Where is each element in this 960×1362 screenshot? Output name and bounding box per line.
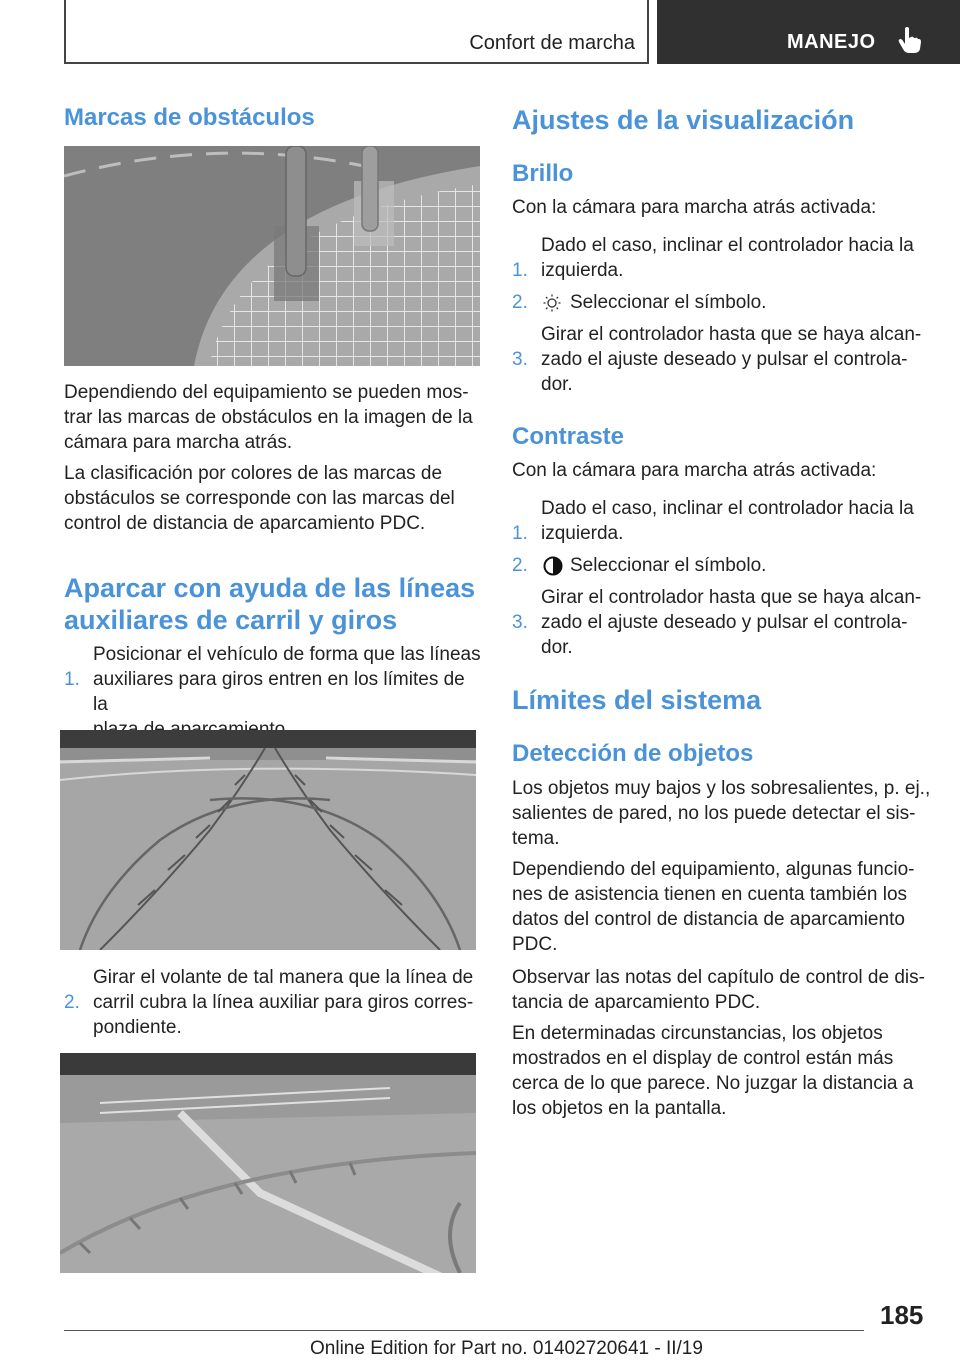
footer-divider (64, 1330, 864, 1331)
detection-p4: En determinadas circunstancias, los objetos mostrados en el display de control están más cerca de lo que parece. No juzgar la distancia a los objetos en la pantalla. (512, 1023, 914, 1119)
brightness-intro: Con la cámara para marcha atrás activada: (512, 197, 877, 218)
detection-p3: Observar las notas del capítulo de control de dis- tancia de aparcamiento PDC. (512, 967, 925, 1013)
section-title: Confort de marcha (469, 32, 635, 54)
step-text: Girar el controlador hasta que se haya alcan- zado el ajuste deseado y pulsar el controla- dor. (541, 587, 922, 658)
step-number: 1. (512, 260, 528, 281)
step-number: 1. (512, 523, 528, 544)
object-detection-heading: Detección de objetos (512, 740, 754, 767)
step-text: Dado el caso, inclinar el controlador hacia la izquierda. (541, 498, 914, 544)
system-limits-heading: Límites del sistema (512, 685, 762, 715)
contrast-icon (543, 556, 563, 583)
lane-line-image (60, 1053, 476, 1273)
obstacle-marks-heading: Marcas de obstáculos (64, 104, 315, 131)
display-settings-heading: Ajustes de la visualización (512, 105, 855, 135)
parking-step-1 (64, 642, 484, 717)
turning-lines-image (60, 730, 476, 950)
hand-pointer-icon (897, 26, 923, 59)
brightness-heading: Brillo (512, 160, 574, 187)
step-text: Seleccionar el símbolo. (570, 292, 767, 313)
parking-assist-heading: Aparcar con ayuda de las líneas auxiliares de carril y giros (64, 573, 476, 635)
chapter-label: MANEJO (787, 31, 876, 53)
step-text: Posicionar el vehículo de forma que las líneas auxiliares para giros entren en los límites de la (93, 644, 481, 715)
contrast-step-3 (512, 585, 932, 660)
obstacle-marks-image (64, 146, 480, 366)
step-text: Girar el volante de tal manera que la línea de carril cubra la línea auxiliar para giros corres- pondiente. (93, 967, 474, 1038)
step-number: 2. (512, 292, 528, 313)
step-number: 3. (512, 612, 528, 633)
step-number: 1. (64, 669, 80, 690)
contrast-heading: Contraste (512, 423, 625, 450)
chapter-tab[interactable] (657, 0, 960, 64)
edition-note: Online Edition for Part no. 01402720641 - II/19 (310, 1338, 703, 1359)
contrast-intro: Con la cámara para marcha atrás activada: (512, 460, 877, 481)
brightness-icon (543, 294, 561, 319)
step-text: Girar el controlador hasta que se haya alcan- zado el ajuste deseado y pulsar el controla- dor. (541, 324, 922, 395)
brightness-step-3 (512, 322, 932, 397)
step-text: Dado el caso, inclinar el controlador hacia la izquierda. (541, 235, 914, 281)
step-number: 2. (512, 555, 528, 576)
step-number: 3. (512, 349, 528, 370)
parking-step-2 (64, 965, 484, 1040)
page-number: 185 (880, 1300, 924, 1330)
detection-p2: Dependiendo del equipamiento, algunas funcio- nes de asistencia tienen en cuenta también los datos del control de distancia de aparcamiento PDC. (512, 859, 915, 955)
detection-p1: Los objetos muy bajos y los sobresalientes, p. ej., salientes de pared, no los puede detectar el sis- tema. (512, 778, 931, 849)
step-number: 2. (64, 992, 80, 1013)
step-text: Seleccionar el símbolo. (570, 555, 767, 576)
obstacle-marks-p1: Dependiendo del equipamiento se pueden mos- trar las marcas de obstáculos en la imagen de la cámara para marcha atrás. (64, 382, 473, 453)
obstacle-marks-p2: La clasificación por colores de las marcas de obstáculos se corresponde con las marcas del control de distancia de aparcamiento PDC. (64, 463, 455, 534)
